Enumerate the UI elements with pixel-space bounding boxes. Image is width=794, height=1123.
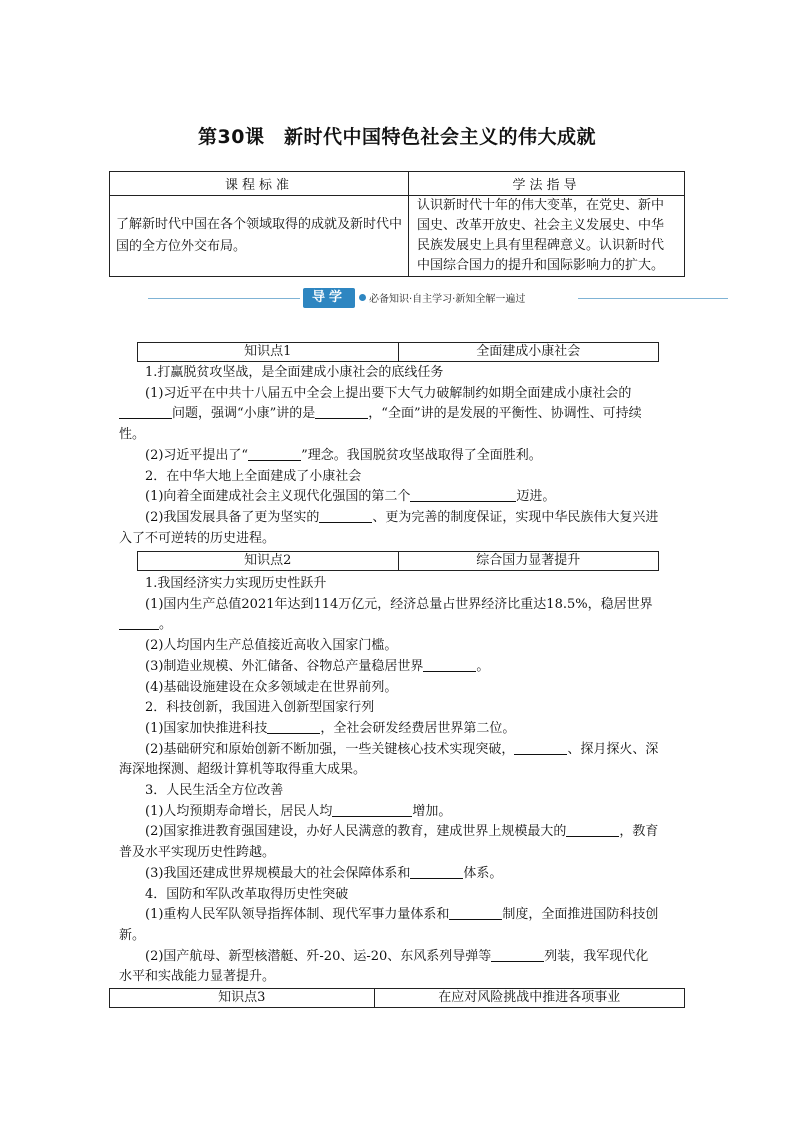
answer-blank[interactable] bbox=[248, 446, 301, 461]
kp3-topic: 在应对风险挑战中推进各项事业 bbox=[374, 989, 685, 1008]
answer-blank[interactable] bbox=[315, 404, 368, 419]
answer-blank[interactable] bbox=[449, 905, 502, 920]
kp1-line: (2)习近平提出了“ ”理念。我国脱贫攻坚战取得了全面胜利。 bbox=[145, 447, 542, 463]
kp2-line: 3．人民生活全方位改善 bbox=[145, 783, 284, 799]
study-guidance-text: 认识新时代十年的伟大变革，在党史、新中国史、改革开放史、社会主义发展史、中华民族发展史上具有里程碑意义。认识新时代中国综合国力的提升和国际影响力的扩大。 bbox=[409, 196, 685, 277]
kp2-line: (1)国内生产总值2021年达到114万亿元，经济总量占世界经济比重达18.5%，稳居世界。 bbox=[119, 595, 659, 636]
kp1-line: 1.打赢脱贫攻坚战，是全面建成小康社会的底线任务 bbox=[145, 365, 444, 380]
bullet-icon bbox=[359, 294, 366, 301]
kp1-line: 2．在中华大地上全面建成了小康社会 bbox=[145, 468, 362, 484]
answer-blank[interactable] bbox=[410, 487, 516, 502]
kp2-line: 4．国防和军队改革取得历史性突破 bbox=[145, 886, 349, 902]
answer-blank[interactable] bbox=[566, 822, 619, 837]
kp3-label: 知识点3 bbox=[110, 989, 375, 1008]
kp2-line: (1)重构人民军队领导指挥体制、现代军事力量体系和 制度，全面推进国防科技创新。 bbox=[119, 907, 659, 943]
curriculum-standard-text: 了解新时代中国在各个领域取得的成就及新时代中国的全方位外交布局。 bbox=[110, 196, 409, 277]
answer-blank[interactable] bbox=[332, 802, 412, 817]
kp2-line: (2)国家推进教育强国建设，办好人民满意的教育，建成世界上规模最大的 ，教育普及水平实现历史性跨越。 bbox=[119, 824, 659, 861]
answer-blank[interactable] bbox=[514, 740, 567, 755]
kp1-topic: 全面建成小康社会 bbox=[398, 343, 659, 362]
knowledge-point-3-header bbox=[109, 988, 685, 1008]
kp2-line: (3)制造业规模、外汇储备、谷物总产量稳居世界 。 bbox=[145, 658, 490, 674]
answer-blank[interactable] bbox=[410, 864, 463, 879]
banner-rule-left bbox=[148, 298, 300, 299]
kp2-line: (2)国产航母、新型核潜艇、歼-20、运-20、东风系列导弹等 列装，我军现代化水平和实战能力显著提升。 bbox=[119, 948, 649, 985]
kp2-label: 知识点2 bbox=[138, 552, 399, 571]
standards-header-left: 课程标准 bbox=[110, 172, 409, 196]
kp2-line: (3)我国还建成世界规模最大的社会保障体系和 体系。 bbox=[145, 865, 503, 881]
answer-blank[interactable] bbox=[267, 719, 320, 734]
answer-blank[interactable] bbox=[119, 615, 159, 630]
knowledge-point-2-header bbox=[137, 551, 659, 571]
kp1-line: (1)习近平在中共十八届五中全会上提出要下大气力破解制约如期全面建成小康社会的问题，强调“小康”讲的是 ，“全面”讲的是发展的平衡性、协调性、可持续性。 bbox=[119, 385, 642, 443]
answer-blank[interactable] bbox=[119, 404, 172, 419]
kp1-line: (2)我国发展具备了更为坚实的 、更为完善的制度保证，实现中华民族伟大复兴进入了不可逆转的历史进程。 bbox=[119, 509, 659, 546]
kp2-line: (2)人均国内生产总值接近高收入国家门槛。 bbox=[145, 638, 398, 654]
lesson-title: 第30课 新时代中国特色社会主义的伟大成就 bbox=[198, 126, 596, 148]
standards-header-right: 学法指导 bbox=[409, 172, 685, 196]
kp2-line: (2)基础研究和原始创新不断加强，一些关键核心技术实现突破， 、探月探火、深海深地探测、超级计算机等取得重大成果。 bbox=[119, 741, 659, 778]
answer-blank[interactable] bbox=[319, 508, 372, 523]
kp2-line: (1)国家加快推进科技 ，全社会研发经费居世界第二位。 bbox=[145, 720, 516, 736]
knowledge-point-2-body bbox=[119, 574, 659, 988]
kp2-line: (1)人均预期寿命增长，居民人均 增加。 bbox=[145, 803, 452, 819]
kp2-topic: 综合国力显著提升 bbox=[398, 552, 659, 571]
knowledge-point-1-header bbox=[137, 342, 659, 362]
banner-tag: 导学 bbox=[303, 288, 355, 308]
banner-subtitle: 必备知识·自主学习·新知全解一遍过 bbox=[369, 294, 526, 305]
kp2-line: 1.我国经济实力实现历史性跃升 bbox=[145, 576, 327, 591]
section-banner bbox=[148, 288, 728, 308]
kp1-line: (1)向着全面建成社会主义现代化强国的第二个 迈进。 bbox=[145, 489, 556, 505]
kp1-label: 知识点1 bbox=[138, 343, 399, 362]
knowledge-point-1-body bbox=[119, 363, 659, 549]
kp2-line: 2．科技创新，我国进入创新型国家行列 bbox=[145, 700, 375, 716]
kp2-line: (4)基础设施建设在众多领域走在世界前列。 bbox=[145, 679, 398, 695]
answer-blank[interactable] bbox=[491, 947, 544, 962]
answer-blank[interactable] bbox=[423, 657, 476, 672]
standards-table bbox=[109, 171, 685, 277]
banner-rule-right bbox=[578, 298, 728, 299]
